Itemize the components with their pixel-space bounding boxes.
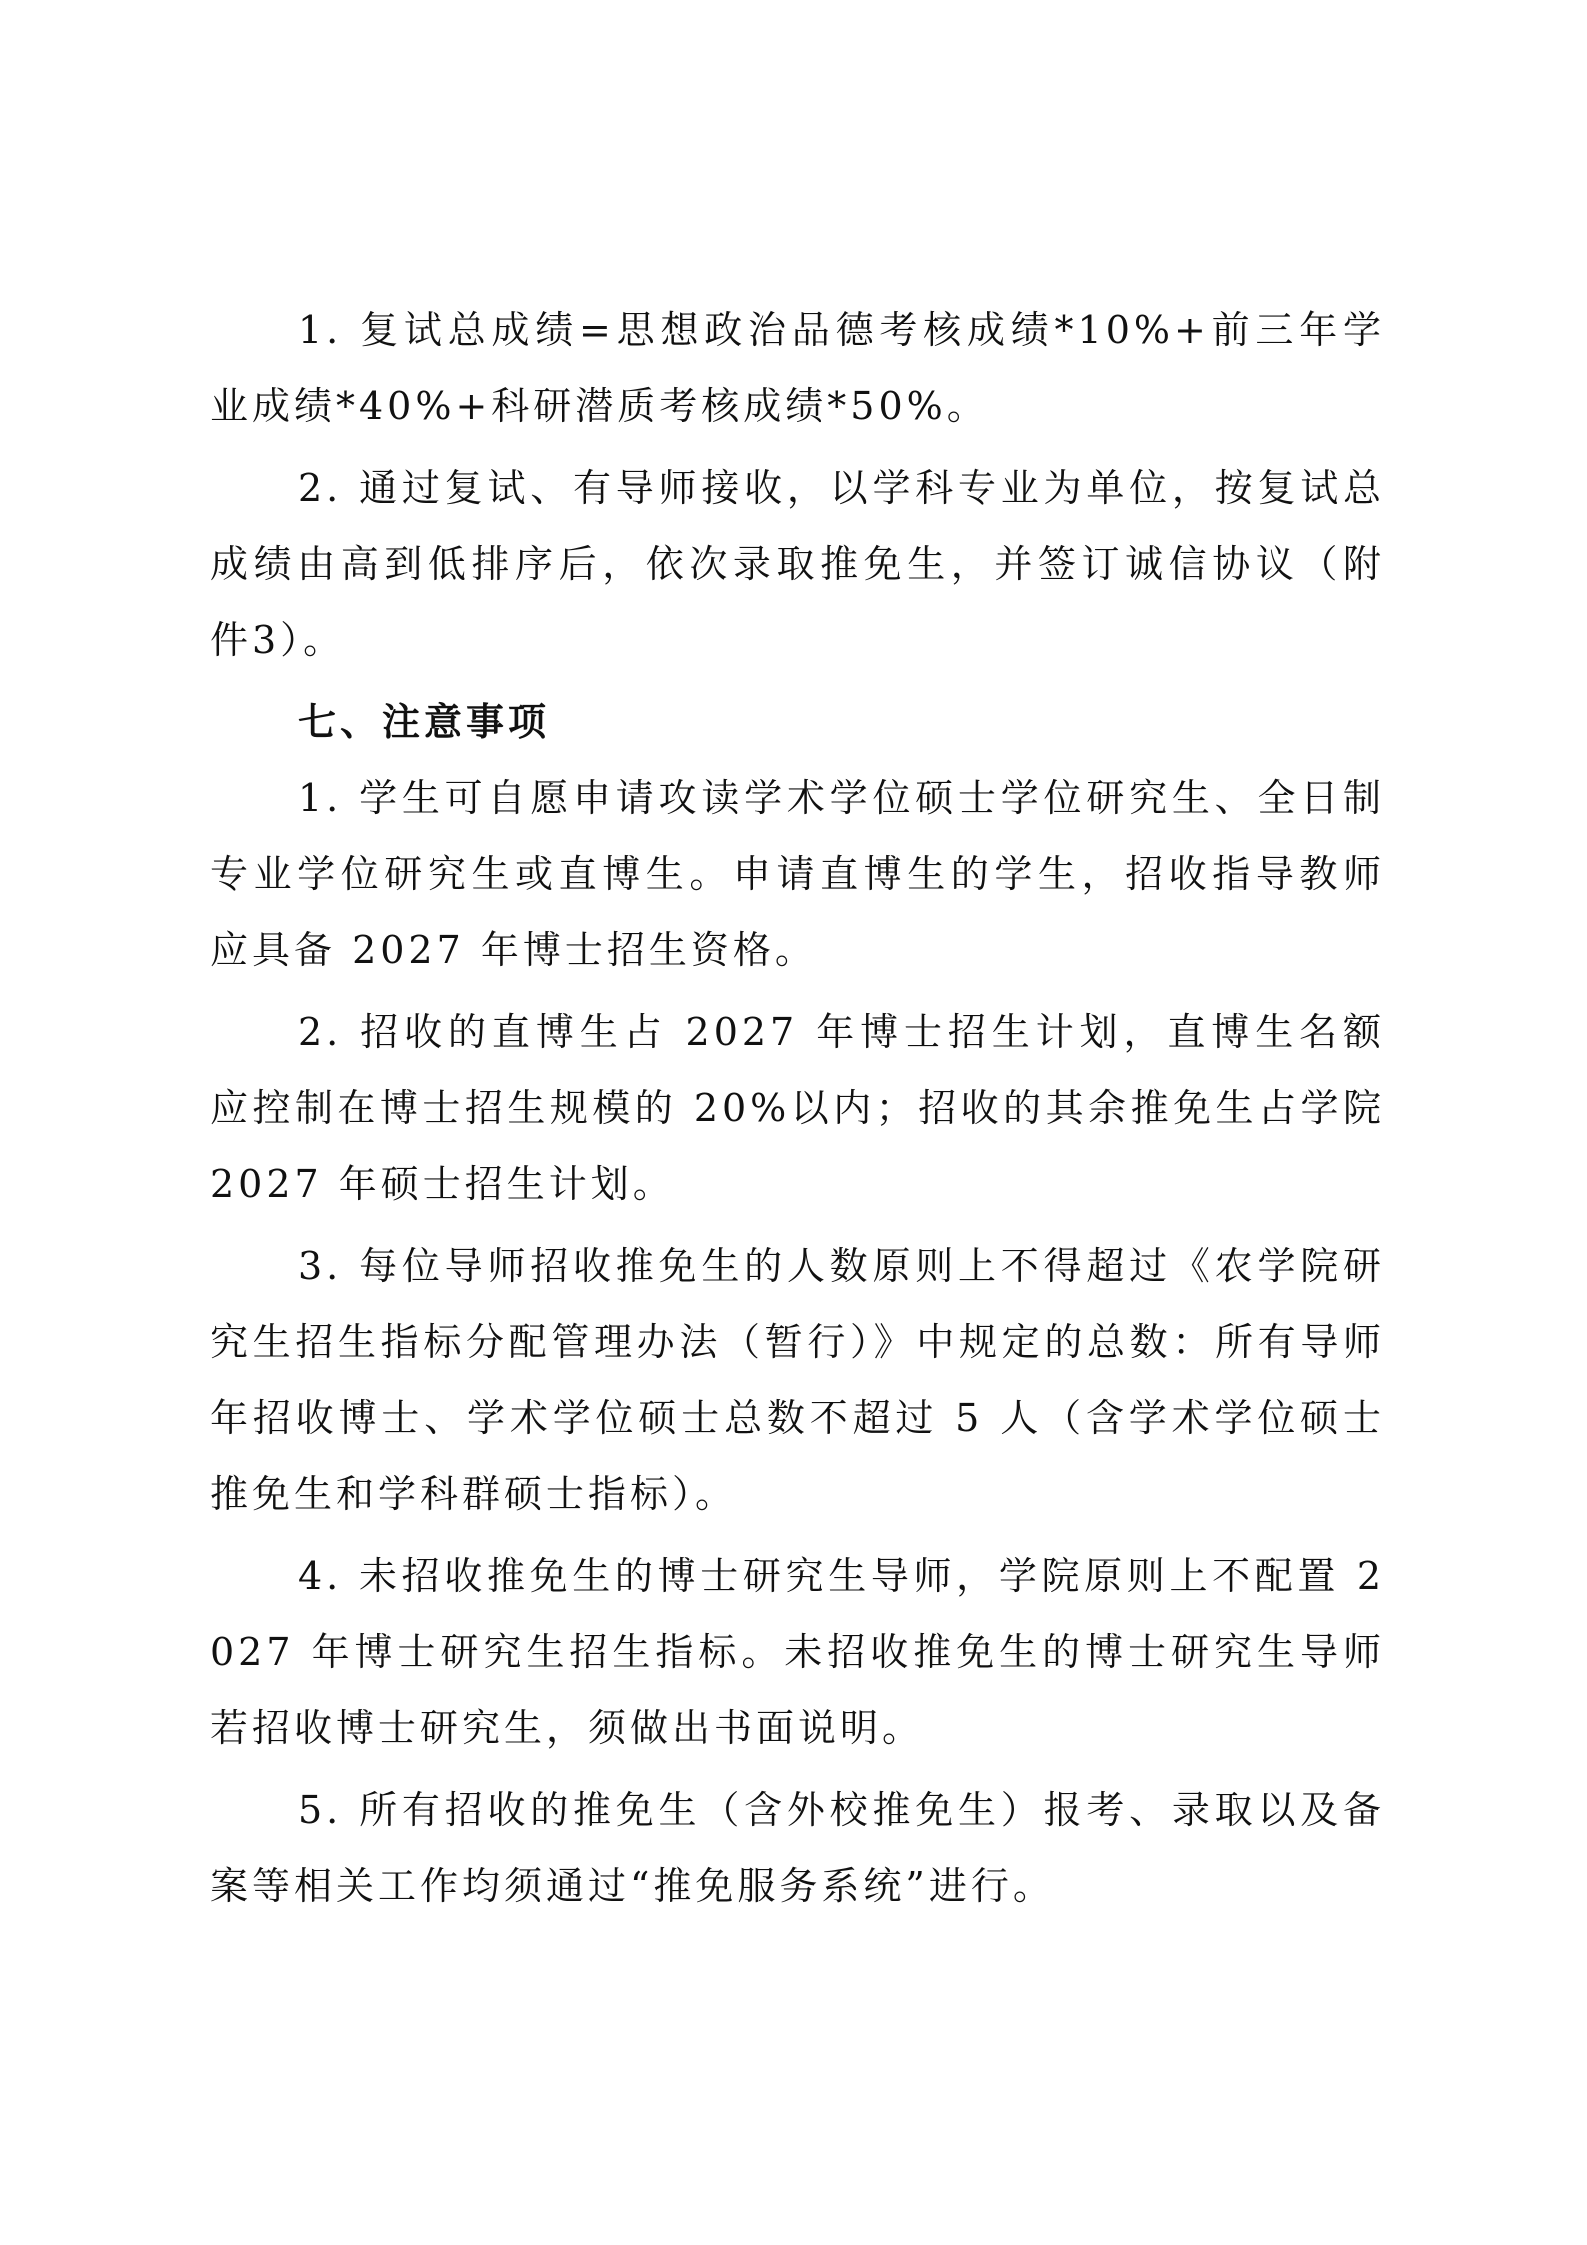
paragraph-note-1: 1. 学生可自愿申请攻读学术学位硕士学位研究生、全日制专业学位研究生或直博生。申请直博生的学生，招收指导教师应具备 2027 年博士招生资格。 bbox=[210, 776, 1385, 972]
section-heading-notes: 七、注意事项 bbox=[298, 700, 551, 744]
paragraph-note-5: 5. 所有招收的推免生（含外校推免生）报考、录取以及备案等相关工作均须通过“推免服务系统”进行。 bbox=[210, 1788, 1385, 1908]
paragraph-note-4: 4. 未招收推免生的博士研究生导师，学院原则上不配置 2027 年博士研究生招生指标。未招收推免生的博士研究生导师若招收博士研究生，须做出书面说明。 bbox=[210, 1554, 1385, 1750]
paragraph-admission-order: 2. 通过复试、有导师接收，以学科专业为单位，按复试总成绩由高到低排序后，依次录取推免生，并签订诚信协议（附件3）。 bbox=[210, 466, 1385, 662]
paragraph-note-2: 2. 招收的直博生占 2027 年博士招生计划，直博生名额应控制在博士招生规模的 20%以内；招收的其余推免生占学院 2027 年硕士招生计划。 bbox=[210, 1010, 1385, 1206]
paragraph-note-3: 3. 每位导师招收推免生的人数原则上不得超过《农学院研究生招生指标分配管理办法（暂行）》中规定的总数：所有导师年招收博士、学术学位硕士总数不超过 5 人（含学术学位硕士推免生和学科群硕士指标）。 bbox=[210, 1244, 1385, 1516]
document-body bbox=[210, 292, 1385, 1924]
paragraph-score-formula: 1. 复试总成绩=思想政治品德考核成绩*10%+前三年学业成绩*40%+科研潜质考核成绩*50%。 bbox=[210, 308, 1385, 428]
